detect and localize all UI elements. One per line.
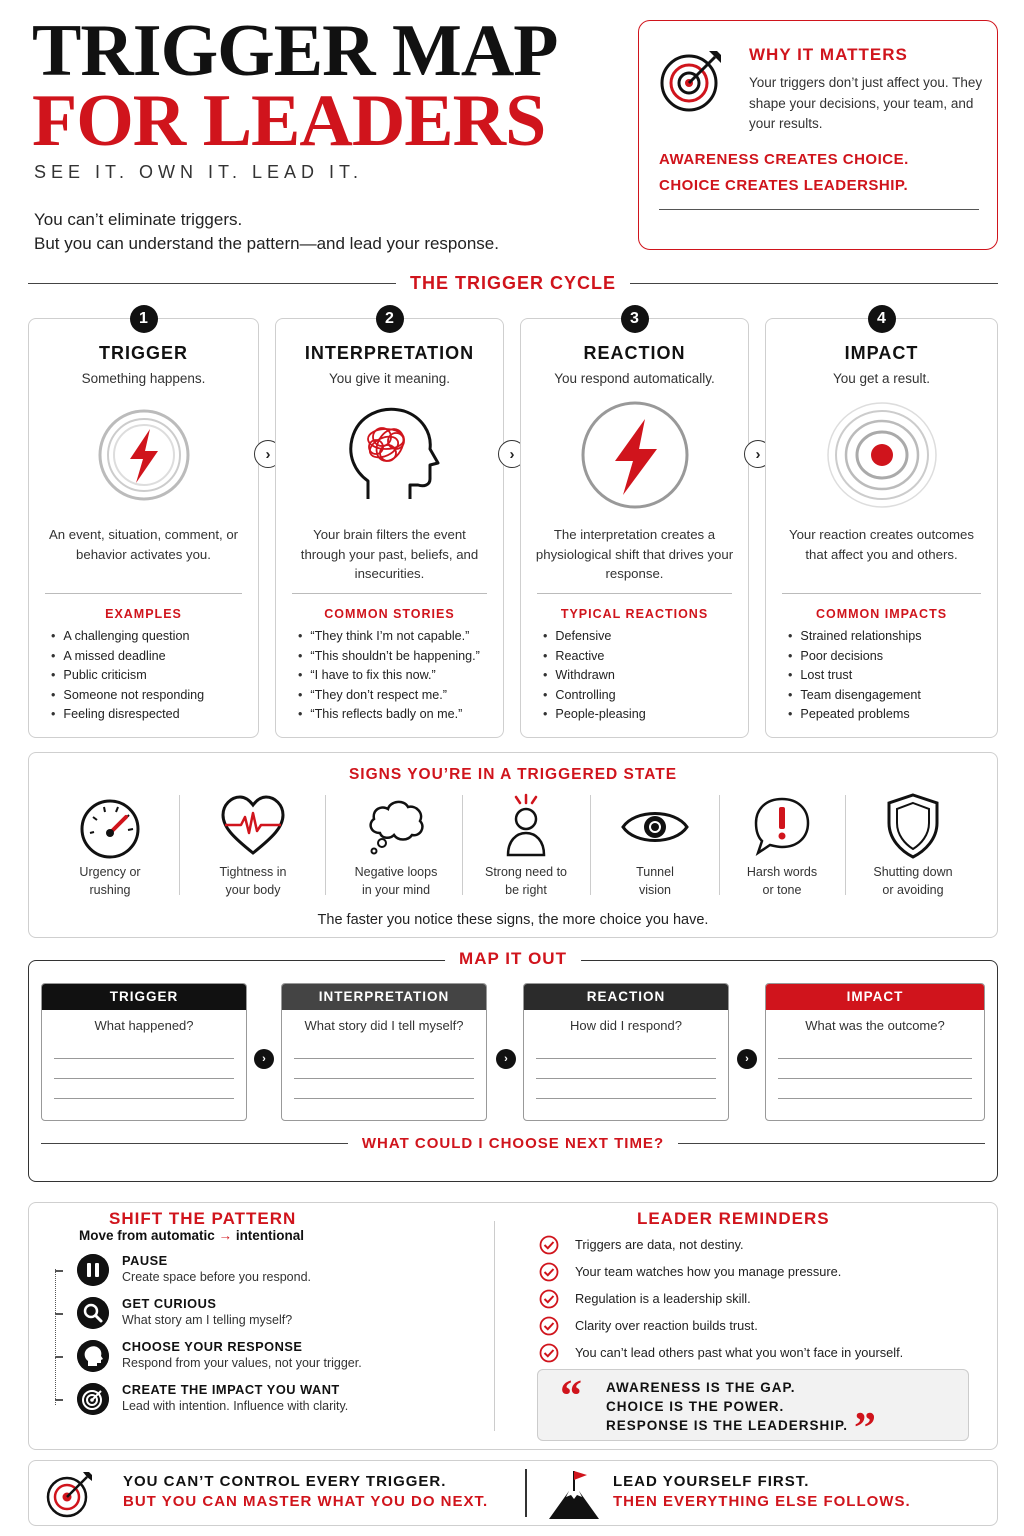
why-line-1: AWARENESS CREATES CHOICE. — [659, 151, 909, 168]
check-circle-icon — [539, 1262, 559, 1282]
sign-label-line: Strong need to — [484, 865, 567, 879]
card-subtitle: Something happens. — [81, 371, 206, 386]
map-column-question: What story did I tell myself? — [304, 1018, 464, 1033]
list-item: • “This reflects badly on me.” — [298, 705, 480, 725]
footer-banner — [28, 1460, 998, 1526]
check-circle-icon — [539, 1343, 559, 1363]
reminder-text: Clarity over reaction builds trust. — [575, 1318, 758, 1333]
map-column-interpretation — [281, 983, 487, 1121]
target-arrow-icon — [45, 1469, 95, 1519]
choose-next-time-text: WHAT COULD I CHOOSE NEXT TIME? — [361, 1135, 665, 1152]
intro-line-2: But you can understand the pattern—and lead your response. — [34, 234, 499, 253]
divider — [292, 593, 487, 594]
check-circle-icon — [539, 1316, 559, 1336]
card-list-label: COMMON IMPACTS — [815, 607, 948, 621]
footer-left-line-1: YOU CAN’T CONTROL EVERY TRIGGER. — [123, 1473, 447, 1490]
map-column-header: REACTION — [524, 984, 728, 1010]
signs-footer: The faster you notice these signs, the more choice you have. — [317, 912, 709, 928]
write-line[interactable] — [536, 1058, 716, 1059]
card-description: Your reaction creates outcomes that affect you and others. — [789, 527, 974, 562]
divider — [41, 1143, 348, 1144]
quote-close-icon: ” — [854, 1403, 876, 1452]
sign-label — [848, 863, 978, 899]
intro-line-1: You can’t eliminate triggers. — [34, 210, 243, 229]
target-icon — [77, 1383, 109, 1415]
sign-label-line: or avoiding — [882, 883, 944, 897]
divider — [179, 795, 180, 895]
arrow-right-icon: → — [218, 1228, 233, 1243]
map-column-reaction — [523, 983, 729, 1121]
write-line[interactable] — [778, 1078, 972, 1079]
step-title: CHOOSE YOUR RESPONSE — [122, 1339, 303, 1354]
list-item: • A challenging question — [51, 627, 204, 647]
shift-sub-from: Move from automatic — [79, 1228, 215, 1243]
list-item: • “They think I’m not capable.” — [298, 627, 480, 647]
quote-box — [537, 1369, 969, 1452]
card-title: INTERPRETATION — [304, 343, 475, 363]
write-line[interactable] — [54, 1098, 234, 1099]
chevron-right-icon: › — [498, 440, 526, 468]
card-list-label: EXAMPLES — [105, 607, 182, 621]
card-list — [51, 627, 204, 725]
timeline-dots — [55, 1269, 56, 1405]
chevron-right-icon: › — [254, 440, 282, 468]
timeline-tick — [55, 1313, 63, 1315]
magnifier-icon — [77, 1297, 109, 1329]
list-item: • “They don’t respect me.” — [298, 686, 480, 706]
reminder-text: You can’t lead others past what you won’t face in yourself. — [575, 1345, 904, 1360]
lightning-circle-icon — [579, 399, 691, 511]
shift-title: SHIFT THE PATTERN — [109, 1209, 297, 1228]
signs-title: SIGNS YOU’RE IN A TRIGGERED STATE — [348, 766, 678, 783]
reminder-text: Your team watches how you manage pressure. — [575, 1264, 842, 1279]
write-line[interactable] — [536, 1098, 716, 1099]
list-item: • “This shouldn’t be happening.” — [298, 647, 480, 667]
list-item: • Reactive — [543, 647, 646, 667]
step-description: What story am I telling myself? — [122, 1313, 293, 1327]
divider — [782, 593, 981, 594]
map-title: MAP IT OUT — [445, 949, 581, 969]
timeline-tick — [55, 1399, 63, 1401]
cycle-card-trigger — [28, 310, 259, 738]
list-item: • Strained relationships — [788, 627, 922, 647]
why-title: WHY IT MATTERS — [749, 45, 908, 64]
divider — [845, 795, 846, 895]
write-line[interactable] — [294, 1078, 474, 1079]
write-line[interactable] — [536, 1078, 716, 1079]
divider — [659, 209, 979, 210]
reminders-title: LEADER REMINDERS — [637, 1209, 830, 1228]
cycle-heading — [28, 273, 998, 294]
chevron-right-icon: › — [744, 440, 772, 468]
sign-tightness — [188, 793, 318, 899]
head-icon — [77, 1340, 109, 1372]
card-subtitle: You get a result. — [832, 371, 931, 386]
card-title: IMPACT — [844, 343, 919, 363]
card-list — [788, 627, 922, 725]
write-line[interactable] — [778, 1058, 972, 1059]
divider — [630, 283, 998, 284]
speech-alert-icon — [748, 793, 816, 859]
sign-label-line: Urgency or — [79, 865, 141, 879]
divider — [525, 1469, 527, 1517]
quote-line: CHOICE IS THE POWER. — [606, 1399, 785, 1414]
step-number: 1 — [130, 305, 158, 333]
card-description: An event, situation, comment, or behavior activates you. — [48, 527, 239, 562]
sign-label-line: Tightness in — [219, 865, 287, 879]
mountain-flag-icon — [547, 1467, 601, 1521]
chevron-right-icon: › — [737, 1049, 757, 1069]
why-line-2: CHOICE CREATES LEADERSHIP. — [659, 177, 909, 194]
map-column-header: TRIGGER — [42, 984, 246, 1010]
sign-label-line: your body — [225, 883, 281, 897]
list-item: • Pepeated problems — [788, 705, 922, 725]
thought-cloud-icon — [362, 793, 430, 859]
quote-line: AWARENESS IS THE GAP. — [606, 1380, 796, 1395]
why-text: Your triggers don’t just affect you. They shape your decisions, your team, and your results. — [749, 75, 983, 131]
sign-label — [590, 863, 720, 899]
sign-label — [331, 863, 461, 899]
footer-right-line-2: THEN EVERYTHING ELSE FOLLOWS. — [613, 1493, 911, 1510]
list-item: • Controlling — [543, 686, 646, 706]
list-item: • “I have to fix this now.” — [298, 666, 480, 686]
list-item: • Public criticism — [51, 666, 204, 686]
divider — [325, 795, 326, 895]
person-alert-icon — [492, 793, 560, 859]
why-it-matters-box — [638, 20, 998, 250]
write-line[interactable] — [294, 1058, 474, 1059]
shift-and-reminders-section — [28, 1202, 998, 1450]
step-description: Create space before you respond. — [122, 1270, 312, 1284]
cycle-card-impact — [765, 310, 998, 738]
sign-urgency — [45, 793, 175, 899]
title-line-2: FOR LEADERS — [32, 80, 546, 162]
shift-subtitle — [79, 1228, 304, 1243]
sign-label-line: Negative loops — [354, 865, 438, 879]
card-description: The interpretation creates a physiological shift that drives your response. — [535, 527, 734, 581]
sign-label — [461, 863, 591, 899]
quote-line: RESPONSE IS THE LEADERSHIP. — [606, 1418, 849, 1433]
heart-pulse-icon — [219, 793, 287, 859]
quote-open-icon: “ — [560, 1371, 582, 1420]
list-item: • Withdrawn — [543, 666, 646, 686]
map-column-impact — [765, 983, 985, 1121]
list-item: • People-pleasing — [543, 705, 646, 725]
pause-icon — [77, 1254, 109, 1286]
brain-head-icon — [334, 399, 446, 511]
lightning-rings-icon — [88, 399, 200, 511]
sign-label-line: rushing — [89, 883, 131, 897]
title-line-1: TRIGGER MAP — [32, 10, 558, 92]
map-column-question: How did I respond? — [569, 1018, 682, 1033]
sign-label-line: in your mind — [361, 883, 431, 897]
sign-label — [717, 863, 847, 899]
signs-section — [28, 752, 998, 938]
divider — [494, 1221, 495, 1431]
timeline-tick — [55, 1356, 63, 1358]
card-description: Your brain filters the event through your past, beliefs, and insecurities. — [300, 527, 479, 581]
check-circle-icon — [539, 1289, 559, 1309]
eye-icon — [621, 793, 689, 859]
step-number: 3 — [621, 305, 649, 333]
chevron-right-icon: › — [254, 1049, 274, 1069]
card-list — [298, 627, 480, 725]
sign-negative-loops — [331, 793, 461, 899]
list-item: • Team disengagement — [788, 686, 922, 706]
map-column-header: IMPACT — [766, 984, 984, 1010]
chevron-right-icon: › — [496, 1049, 516, 1069]
sign-tunnel-vision — [590, 793, 720, 899]
sign-label-line: be right — [505, 883, 547, 897]
card-subtitle: You respond automatically. — [554, 371, 715, 386]
target-arrow-icon — [659, 47, 725, 113]
cycle-card-reaction — [520, 310, 749, 738]
map-it-out-section — [28, 949, 998, 1182]
footer-right-line-1: LEAD YOURSELF FIRST. — [613, 1473, 810, 1490]
card-subtitle: You give it meaning. — [328, 371, 451, 386]
divider — [537, 593, 732, 594]
tagline: SEE IT. OWN IT. LEAD IT. — [34, 162, 364, 182]
list-item: • Someone not responding — [51, 686, 204, 706]
card-list-label: TYPICAL REACTIONS — [560, 607, 709, 621]
map-column-header: INTERPRETATION — [282, 984, 486, 1010]
map-column-question: What happened? — [94, 1018, 194, 1033]
step-description: Respond from your values, not your trigger. — [122, 1356, 362, 1370]
sign-label — [45, 863, 175, 899]
write-line[interactable] — [54, 1058, 234, 1059]
write-line[interactable] — [778, 1098, 972, 1099]
divider — [28, 283, 396, 284]
sign-shutting-down — [848, 793, 978, 899]
reminder-text: Triggers are data, not destiny. — [575, 1237, 744, 1252]
cycle-card-interpretation — [275, 310, 504, 738]
write-line[interactable] — [294, 1098, 474, 1099]
list-item: • Defensive — [543, 627, 646, 647]
sign-harsh-words — [717, 793, 847, 899]
sign-label — [188, 863, 318, 899]
step-number: 2 — [376, 305, 404, 333]
list-item: • Feeling disrespected — [51, 705, 204, 725]
ripple-target-icon — [807, 399, 957, 511]
sign-need-to-be-right — [461, 793, 591, 899]
sign-label-line: Shutting down — [873, 865, 953, 879]
list-item: • A missed deadline — [51, 647, 204, 667]
timeline-tick — [55, 1270, 63, 1272]
step-number: 4 — [868, 305, 896, 333]
reminder-text: Regulation is a leadership skill. — [575, 1291, 751, 1306]
map-column-trigger — [41, 983, 247, 1121]
cycle-heading-text: THE TRIGGER CYCLE — [410, 273, 617, 293]
divider — [678, 1143, 985, 1144]
card-list — [543, 627, 646, 725]
footer-left-line-2: BUT YOU CAN MASTER WHAT YOU DO NEXT. — [123, 1493, 489, 1510]
sign-label-line: Tunnel — [636, 865, 674, 879]
check-circle-icon — [539, 1235, 559, 1255]
intro-text — [34, 208, 499, 256]
step-title: CREATE THE IMPACT YOU WANT — [122, 1382, 340, 1397]
sign-label-line: Harsh words — [746, 865, 818, 879]
sign-label-line: vision — [639, 883, 671, 897]
step-description: Lead with intention. Influence with clarity. — [122, 1399, 349, 1413]
sign-label-line: or tone — [762, 883, 802, 897]
shift-sub-to: intentional — [235, 1228, 305, 1243]
speedometer-icon — [76, 793, 144, 859]
write-line[interactable] — [54, 1078, 234, 1079]
choose-next-time — [41, 1135, 985, 1152]
shield-icon — [879, 793, 947, 859]
card-list-label: COMMON STORIES — [324, 607, 455, 621]
card-title: TRIGGER — [98, 343, 188, 363]
map-column-question: What was the outcome? — [805, 1018, 945, 1033]
divider — [45, 593, 242, 594]
step-title: PAUSE — [122, 1253, 168, 1268]
card-title: REACTION — [583, 343, 686, 363]
list-item: • Lost trust — [788, 666, 922, 686]
step-title: GET CURIOUS — [122, 1296, 217, 1311]
list-item: • Poor decisions — [788, 647, 922, 667]
